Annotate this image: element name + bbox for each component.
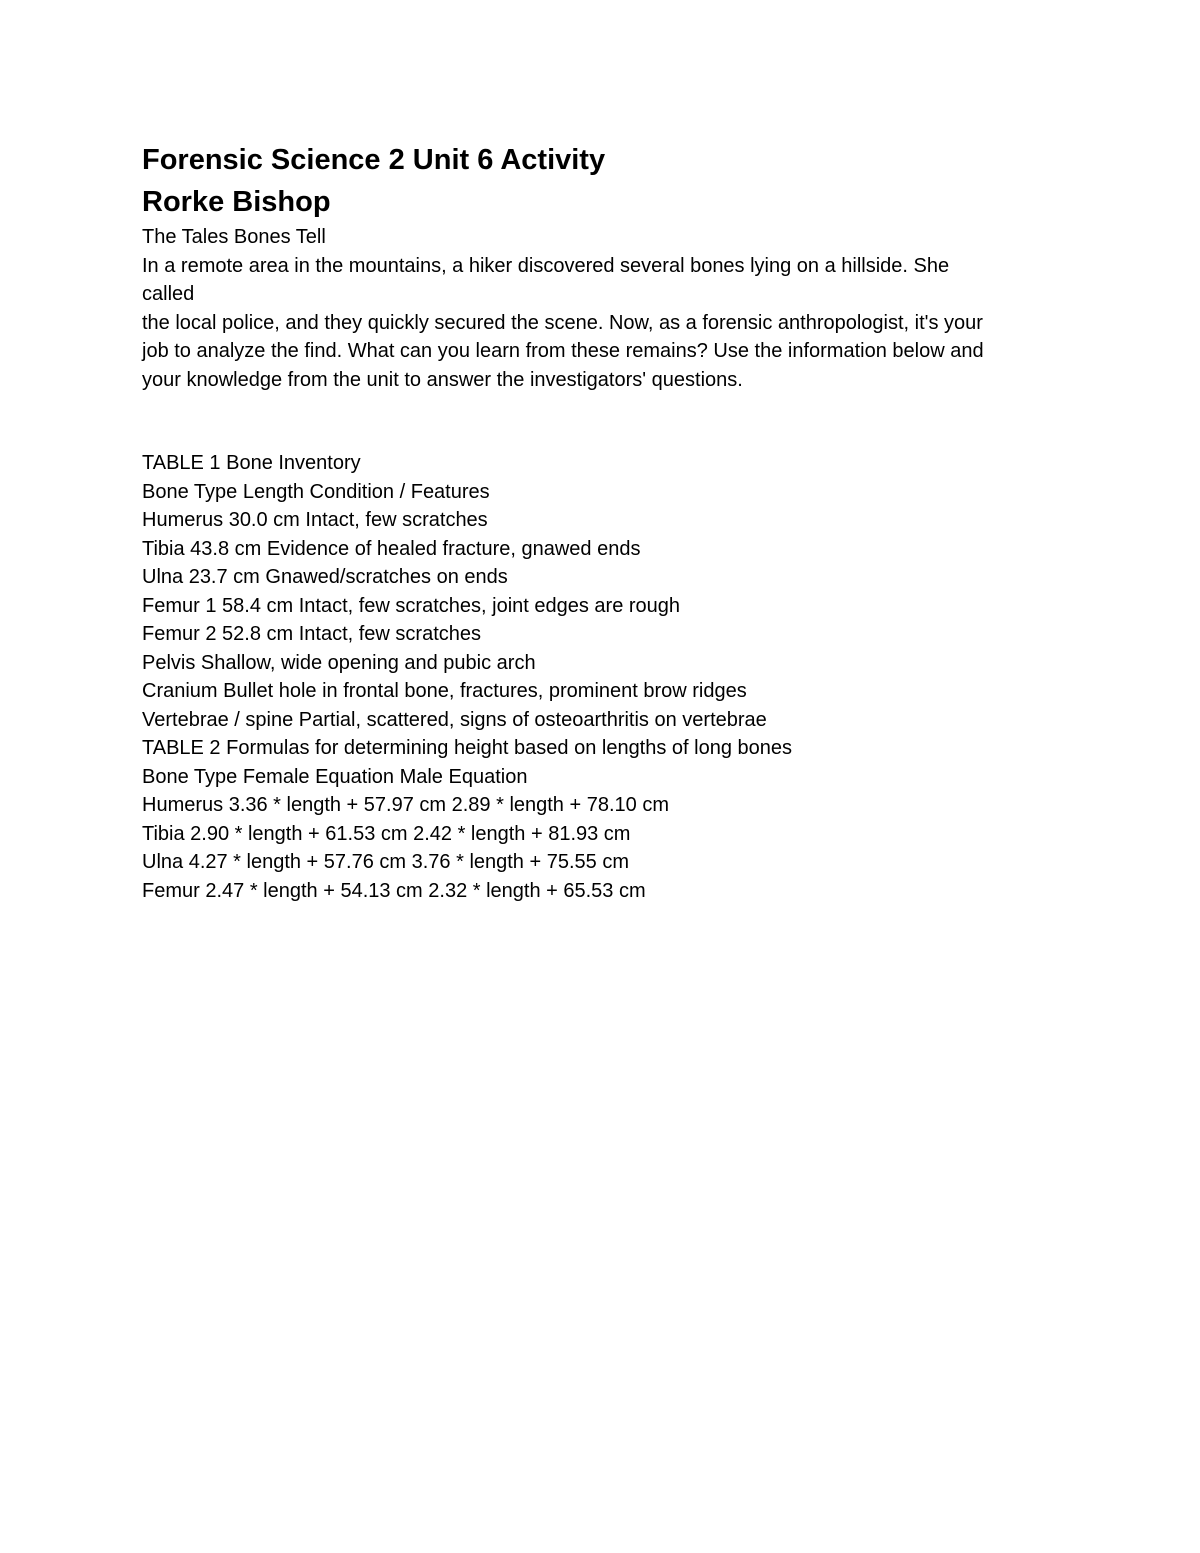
table-row: Humerus 3.36 * length + 57.97 cm 2.89 * length + 78.10 cm (142, 794, 669, 816)
table-row: Vertebrae / spine Partial, scattered, signs of osteoarthritis on vertebrae (142, 708, 767, 731)
section-heading: The Tales Bones Tell (142, 226, 326, 248)
table-row: Femur 2.47 * length + 54.13 cm 2.32 * length + 65.53 cm (142, 879, 646, 902)
intro-line: job to analyze the find. What can you learn from these remains? Use the information below and (142, 340, 984, 362)
bone-inventory-table (142, 449, 1082, 734)
table-row: Humerus 30.0 cm Intact, few scratches (142, 509, 488, 531)
table1-caption: TABLE 1 Bone Inventory (142, 452, 361, 474)
intro-paragraph (142, 252, 1082, 395)
table-row: Tibia 2.90 * length + 61.53 cm 2.42 * length + 81.93 cm (142, 822, 631, 845)
table-row: Tibia 43.8 cm Evidence of healed fracture, gnawed ends (142, 537, 641, 560)
table1-header: Bone Type Length Condition / Features (142, 480, 490, 503)
intro-line: your knowledge from the unit to answer the investigators' questions. (142, 368, 743, 391)
intro-line: called (142, 283, 195, 305)
intro-line: In a remote area in the mountains, a hiker discovered several bones lying on a hillside. She (142, 254, 950, 277)
intro-line: the local police, and they quickly secured the scene. Now, as a forensic anthropologist, it's your (142, 311, 983, 334)
table-row: Ulna 23.7 cm Gnawed/scratches on ends (142, 566, 508, 588)
table2-caption: TABLE 2 Formulas for determining height based on lengths of long bones (142, 737, 793, 759)
table2-header: Bone Type Female Equation Male Equation (142, 765, 528, 788)
table-row: Ulna 4.27 * length + 57.76 cm 3.76 * length + 75.55 cm (142, 851, 629, 873)
table-row: Femur 2 52.8 cm Intact, few scratches (142, 623, 482, 645)
table-row: Femur 1 58.4 cm Intact, few scratches, joint edges are rough (142, 594, 681, 617)
document-content (142, 139, 1082, 905)
table-row: Cranium Bullet hole in frontal bone, fractures, prominent brow ridges (142, 680, 747, 702)
height-formulas-table (142, 734, 1082, 905)
document-title: Forensic Science 2 Unit 6 Activity (142, 144, 606, 176)
author-name: Rorke Bishop (142, 186, 331, 218)
table-row: Pelvis Shallow, wide opening and pubic arch (142, 651, 536, 674)
